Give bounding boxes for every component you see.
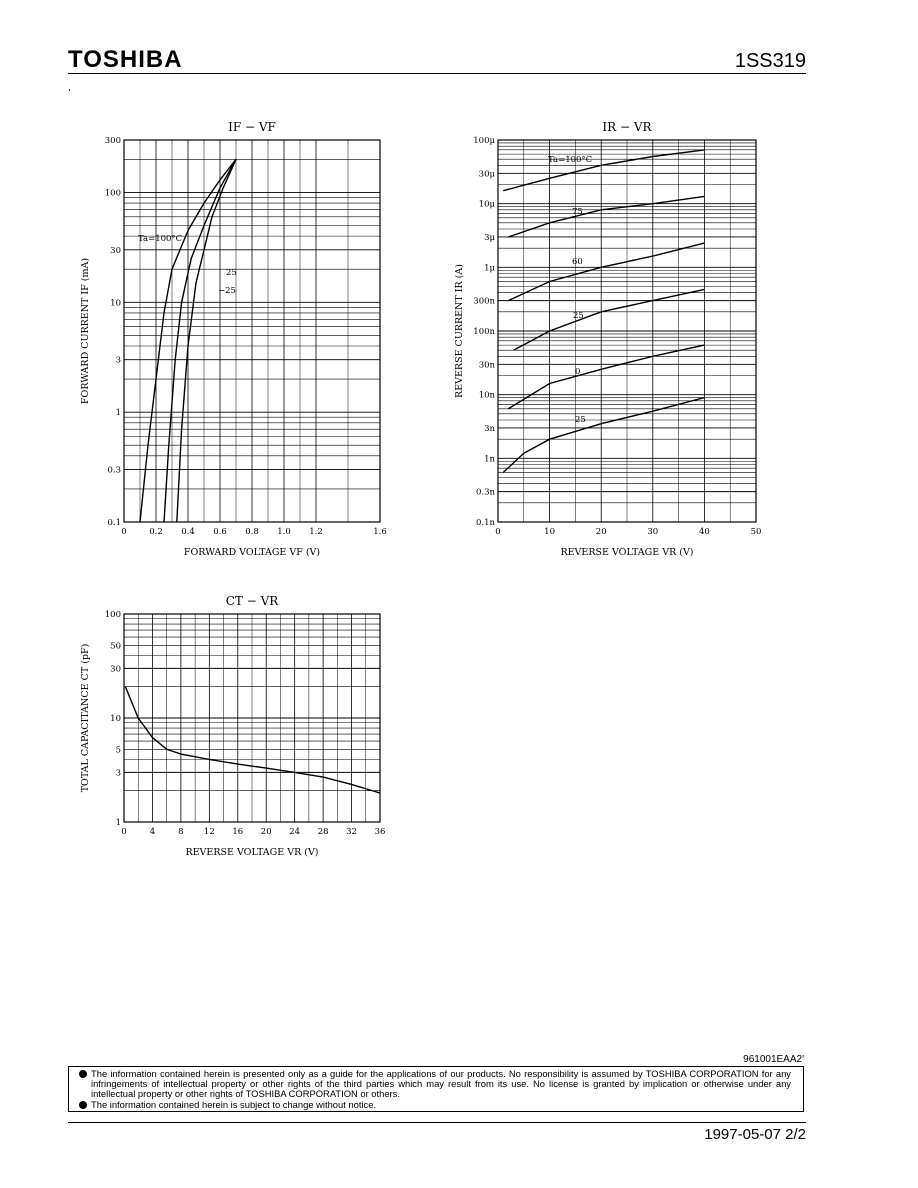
series-label: 60 (572, 257, 583, 267)
y-axis-label: REVERSE CURRENT IR (A) (454, 264, 465, 398)
x-tick-label: 0.4 (181, 527, 195, 537)
y-tick-label: 10 (110, 714, 121, 724)
y-tick-label: 3 (115, 768, 121, 779)
y-tick-label: 100 (104, 610, 121, 620)
x-tick-label: 8 (178, 827, 184, 837)
x-axis-label: REVERSE VOLTAGE VR (V) (560, 547, 694, 558)
x-tick-label: 12 (203, 827, 215, 837)
bullet-icon (79, 1101, 87, 1109)
x-tick-label: 40 (698, 527, 710, 537)
notice-box (68, 1066, 804, 1112)
y-tick-label: 100μ (473, 136, 495, 146)
y-tick-label: 1 (115, 408, 121, 419)
chart-ct-vr (80, 594, 385, 858)
notice-text: The information contained herein is subject to change without notice. (91, 1098, 377, 1110)
series-label: Ta=100°C (138, 234, 183, 244)
chart-title: IR − VR (602, 120, 652, 134)
document-code: 961001EAA2' (743, 1054, 804, 1065)
y-tick-label: 0.3 (107, 465, 121, 476)
notice-text: The information contained herein is presented only as a guide for the applications of our products. No responsibility is assumed by TOSHIBA CORPORATION for any infringements of intellectual property or other rights of the third parties which may result from its use. No license is granted by implication or otherwise under any intellectual property or other rights of TOSHIBA CORPORATION or others. (91, 1068, 791, 1100)
x-tick-label: 50 (750, 527, 762, 537)
x-tick-label: 0.6 (213, 527, 227, 537)
chart-if-vf (80, 120, 387, 558)
series-line (177, 159, 236, 522)
series-line (125, 687, 380, 793)
x-tick-label: 32 (346, 827, 357, 837)
x-tick-label: 28 (317, 827, 329, 837)
series-label: −25 (218, 286, 236, 296)
y-tick-label: 0.1n (476, 518, 495, 528)
y-tick-label: 5 (115, 745, 121, 756)
y-tick-label: 3 (115, 355, 121, 366)
y-tick-label: 50 (110, 641, 121, 652)
x-tick-label: 0.2 (149, 527, 163, 537)
notice-item (79, 1069, 791, 1100)
series-label: 25 (226, 268, 237, 278)
y-axis-label: TOTAL CAPACITANCE CT (pF) (80, 643, 91, 793)
y-tick-label: 30 (110, 664, 121, 675)
y-tick-label: 100 (104, 188, 121, 199)
chart-ir-vr (454, 120, 761, 558)
series-line (508, 243, 704, 301)
page-date: 1997-05-07 2/2 (704, 1126, 806, 1143)
chart-title: CT − VR (225, 594, 279, 608)
series-label: 25 (573, 311, 584, 321)
y-tick-label: 1μ (484, 263, 495, 274)
series-label: Ta=100°C (548, 155, 593, 165)
x-tick-label: 16 (232, 827, 244, 837)
y-tick-label: 300 (104, 136, 121, 146)
x-tick-label: 30 (647, 527, 659, 537)
x-tick-label: 0 (121, 527, 127, 537)
x-axis-label: FORWARD VOLTAGE VF (V) (183, 547, 321, 558)
x-tick-label: 20 (595, 527, 607, 537)
x-tick-label: 1.2 (309, 527, 323, 537)
x-tick-label: 4 (149, 827, 156, 837)
y-tick-label: 10 (110, 298, 121, 309)
y-tick-label: 1 (115, 818, 121, 828)
y-tick-label: 30 (110, 245, 121, 256)
series-line (508, 196, 704, 237)
x-tick-label: 0.8 (245, 527, 259, 537)
x-tick-label: 24 (289, 827, 301, 837)
y-tick-label: 10n (478, 390, 495, 401)
y-tick-label: 0.1 (107, 518, 121, 528)
header-mark: , (68, 82, 71, 93)
y-tick-label: 30μ (478, 169, 495, 180)
y-tick-label: 0.3n (476, 487, 495, 498)
y-tick-label: 30n (478, 360, 495, 371)
x-tick-label: 36 (374, 827, 386, 837)
y-tick-label: 3n (484, 423, 495, 434)
part-number: 1SS319 (734, 50, 806, 72)
series-label: 75 (572, 207, 583, 217)
series-line (508, 345, 704, 409)
series-line (164, 159, 236, 522)
bullet-icon (79, 1070, 87, 1078)
x-tick-label: 0 (121, 827, 127, 837)
brand-logo: TOSHIBA (68, 46, 183, 73)
x-tick-label: 20 (260, 827, 272, 837)
x-tick-label: 10 (544, 527, 556, 537)
series-label: 0 (575, 367, 581, 377)
chart-title: IF − VF (228, 120, 276, 134)
y-tick-label: 10μ (478, 199, 495, 210)
y-tick-label: 1n (484, 454, 495, 465)
y-tick-label: 3μ (484, 232, 495, 243)
y-tick-label: 300n (473, 296, 495, 307)
notice-item (79, 1100, 791, 1110)
x-axis-label: REVERSE VOLTAGE VR (V) (185, 847, 319, 858)
x-tick-label: 1.6 (373, 527, 387, 537)
series-label: 25 (575, 415, 586, 425)
x-tick-label: 1.0 (277, 527, 291, 537)
y-tick-label: 100n (473, 327, 495, 337)
footer-rule (68, 1122, 806, 1123)
y-axis-label: FORWARD CURRENT IF (mA) (80, 257, 91, 405)
x-tick-label: 0 (495, 527, 501, 537)
